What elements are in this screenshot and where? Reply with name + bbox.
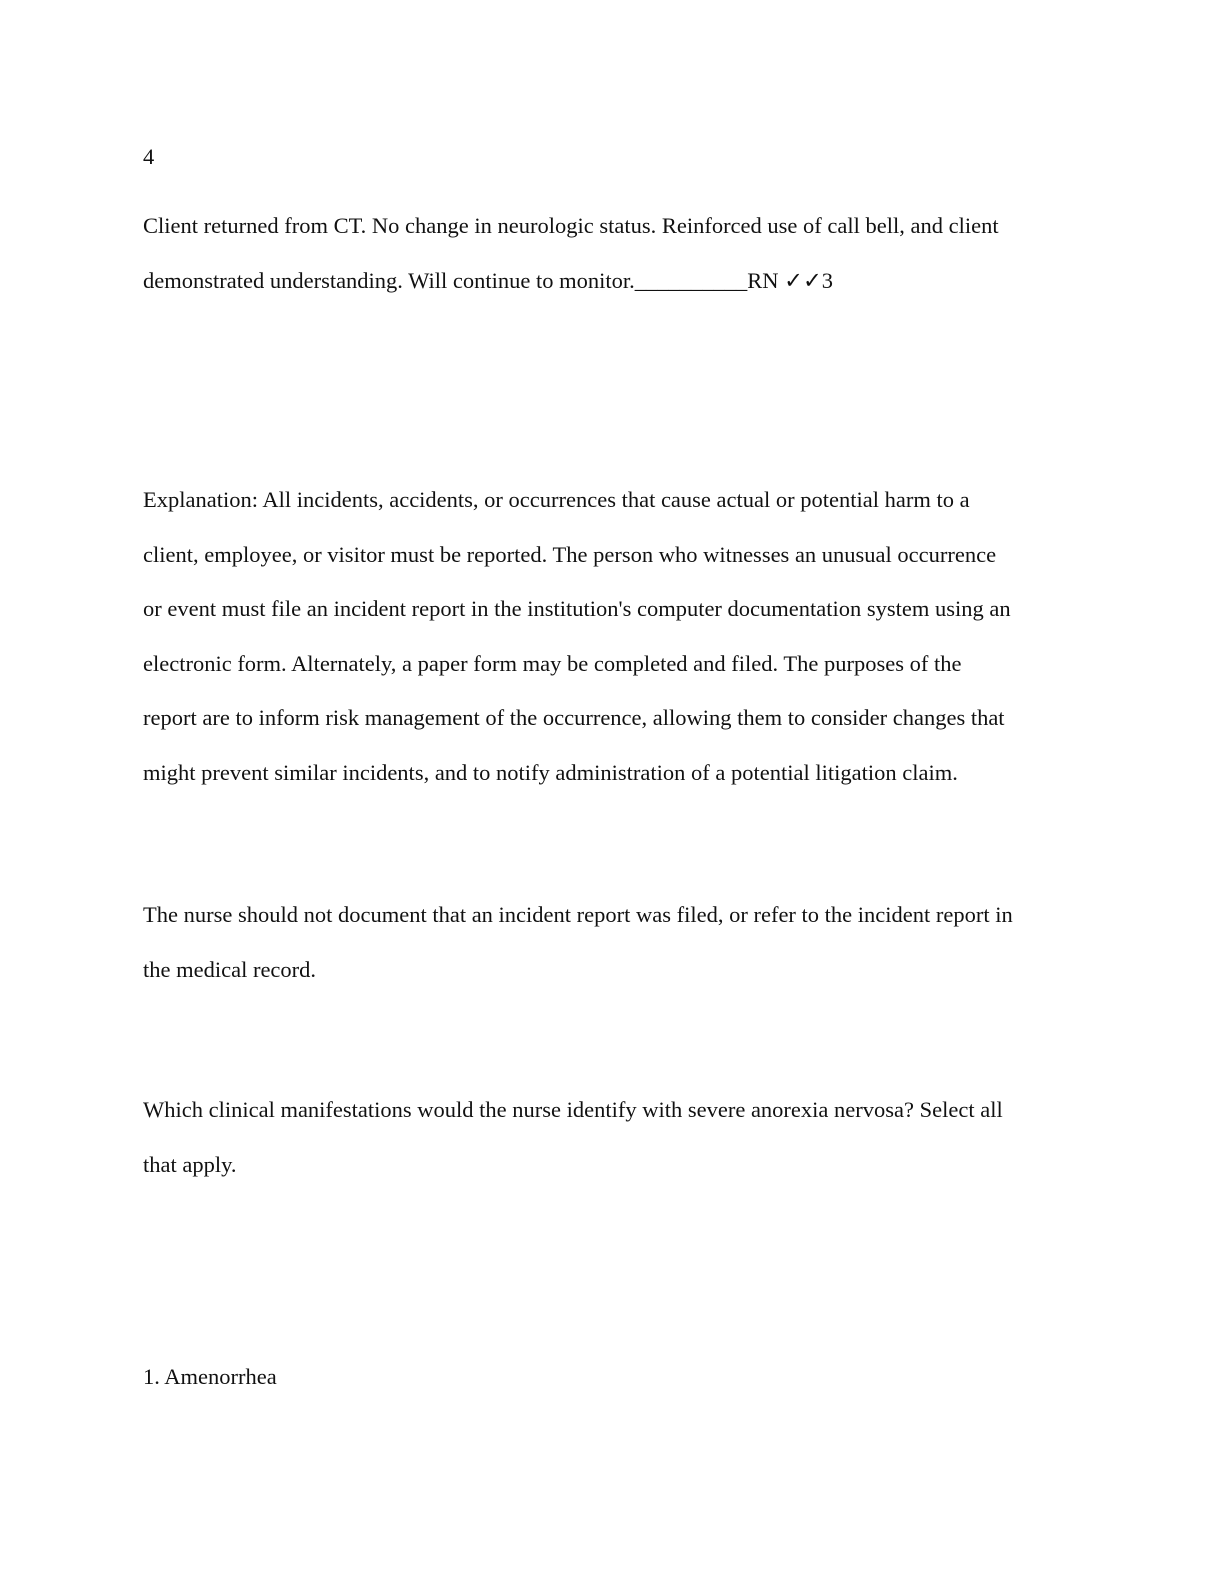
incident-report-line: the medical record. <box>143 956 317 982</box>
explanation-paragraph <box>143 473 1083 800</box>
page-number <box>143 130 1083 185</box>
question-line: that apply. <box>143 1151 237 1177</box>
explanation-line: report are to inform risk management of the occurrence, allowing them to consider changes that <box>143 705 1005 730</box>
explanation-line: or event must file an incident report in the institution's computer documentation system using an <box>143 596 1011 621</box>
answer-option-text: 1. Amenorrhea <box>143 1364 277 1389</box>
explanation-line: electronic form. Alternately, a paper form may be completed and filed. The purposes of the <box>143 650 962 676</box>
answer-option-1 <box>143 1350 1083 1405</box>
explanation-line: Explanation: All incidents, accidents, or occurrences that cause actual or potential harm to a <box>143 487 970 512</box>
question-line: Which clinical manifestations would the nurse identify with severe anorexia nervosa? Select all <box>143 1097 1003 1122</box>
explanation-line: might prevent similar incidents, and to notify administration of a potential litigation claim. <box>143 759 958 785</box>
page-number-text: 4 <box>143 144 155 169</box>
question-paragraph <box>143 1083 1083 1192</box>
incident-report-line: The nurse should not document that an incident report was filed, or refer to the incident report in <box>143 902 1013 927</box>
nursing-note-line: Client returned from CT. No change in neurologic status. Reinforced use of call bell, and client <box>143 213 999 238</box>
explanation-line: client, employee, or visitor must be reported. The person who witnesses an unusual occurrence <box>143 541 997 567</box>
nursing-note-paragraph <box>143 199 1083 308</box>
nursing-note-line: demonstrated understanding. Will continue to monitor.__________RN ✓✓3 <box>143 267 834 293</box>
incident-report-paragraph <box>143 888 1083 997</box>
